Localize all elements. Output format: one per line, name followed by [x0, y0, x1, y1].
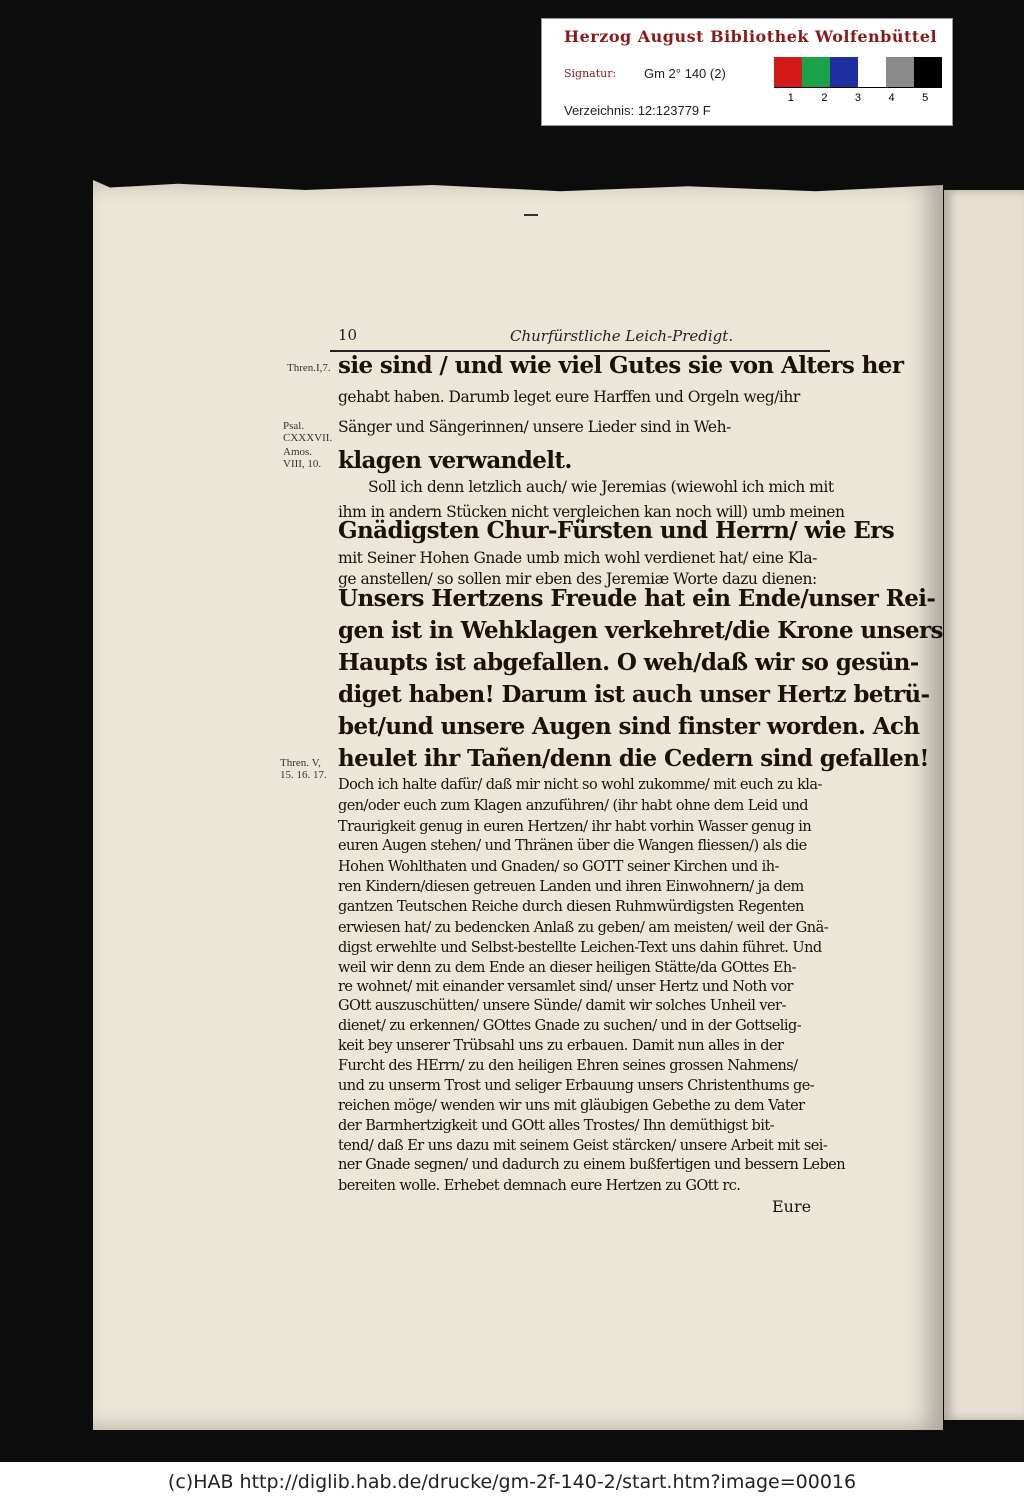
text-line: Furcht des HErrn/ zu den heiligen Ehren seines grossen Nahmens/	[338, 1058, 798, 1074]
text-line: keit bey unserer Trübsahl uns zu erbauen. Damit nun alles in der	[338, 1038, 784, 1054]
text-line: bet/und unsere Augen sind finster worden. Ach	[338, 713, 920, 740]
text-line: Traurigkeit genug in euren Hertzen/ ihr habt vorhin Wasser genug in	[338, 819, 812, 835]
catchword: Eure	[772, 1197, 812, 1216]
library-label	[541, 18, 953, 126]
margin-note: Amos. VIII, 10.	[283, 446, 322, 470]
verzeichnis: Verzeichnis: 12:123779 F	[564, 103, 711, 118]
signatur-value: Gm 2° 140 (2)	[644, 66, 726, 81]
swatch-black	[914, 57, 942, 87]
text-line: Haupts ist abgefallen. O weh/daß wir so gesün-	[338, 649, 919, 676]
page-number: 10	[338, 326, 358, 344]
text-line: gantzen Teutschen Reiche durch diesen Ruhmwürdigsten Regenten	[338, 899, 804, 915]
margin-note: Thren. V, 15. 16. 17.	[280, 757, 327, 781]
text-line: ihm in andern Stücken nicht vergleichen kan noch will) umb meinen	[338, 503, 845, 521]
text-line: gen/oder euch zum Klagen anzuführen/ (ihr habt ohne dem Leid und	[338, 798, 809, 814]
text-line: Unsers Hertzens Freude hat ein Ende/unser Rei-	[338, 585, 936, 612]
swatch-gray	[886, 57, 914, 87]
scale-ruler	[774, 87, 942, 118]
text-line: der Barmhertzigkeit und GOtt alles Trostes/ Ihn demüthigst bit-	[338, 1118, 774, 1134]
ruler-mark: 5	[922, 92, 929, 104]
text-line: dienet/ zu erkennen/ GOttes Gnade zu suchen/ und in der Gottselig-	[338, 1018, 802, 1034]
ruler-mark: 3	[854, 92, 862, 104]
ruler-mark: 4	[888, 92, 895, 104]
text-line: Hohen Wohlthaten und Gnaden/ so GOTT seiner Kirchen und ih-	[338, 859, 779, 875]
swatch-red	[774, 57, 802, 87]
text-line: GOtt auszuschütten/ unsere Sünde/ damit wir solches Unheil ver-	[338, 998, 786, 1014]
swatch-green	[802, 57, 830, 87]
text-line: diget haben! Darum ist auch unser Hertz betrü-	[338, 681, 930, 708]
text-line: gen ist in Wehklagen verkehret/die Krone unsers	[338, 617, 943, 644]
text-line: Soll ich denn letzlich auch/ wie Jeremias (wiewohl ich mich mit	[368, 478, 834, 496]
text-line: gehabt haben. Darumb leget eure Harffen und Orgeln weg/ihr	[338, 388, 800, 406]
text-line: heulet ihr Tañen/denn die Cedern sind gefallen!	[338, 745, 929, 772]
facing-page-edge	[944, 190, 1024, 1420]
text-line: Sänger und Sängerinnen/ unsere Lieder sind in Weh-	[338, 418, 731, 436]
ruler-mark: 1	[787, 92, 794, 104]
text-line: ner Gnade segnen/ und dadurch zu einem bußfertigen und bessern Leben	[338, 1157, 846, 1173]
text-line: und zu unserm Trost und seliger Erbauung unsers Christenthums ge-	[338, 1078, 815, 1094]
page-mark	[524, 214, 538, 216]
text-line: digst erwehlte und Selbst-bestellte Leichen-Text uns dahin führet. Und	[338, 940, 822, 956]
image-credit: (c)HAB http://diglib.hab.de/drucke/gm-2f-140-2/start.htm?image=00016	[0, 1462, 1024, 1503]
text-line: tend/ daß Er uns dazu mit seinem Geist stärcken/ unsere Arbeit mit sei-	[338, 1138, 828, 1154]
text-line: sie sind / und wie viel Gutes sie von Alters her	[338, 352, 904, 379]
text-line: Gnädigsten Chur-Fürsten und Herrn/ wie Ers	[338, 517, 895, 544]
swatch-blue	[830, 57, 858, 87]
ruler-mark: 2	[821, 92, 828, 104]
color-swatches	[774, 57, 942, 87]
margin-note: Thren.I,7.	[287, 362, 331, 374]
text-line: bereiten wolle. Erhebet demnach eure Hertzen zu GOtt rc.	[338, 1178, 741, 1194]
running-header	[330, 326, 830, 352]
text-line: euren Augen stehen/ und Thränen über die Wangen fliessen/) als die	[338, 838, 807, 854]
swatch-white	[858, 57, 886, 87]
text-line: erwiesen hat/ zu bedencken Anlaß zu geben/ am meisten/ weil der Gnä-	[338, 920, 829, 936]
signatur-label: Signatur:	[564, 67, 617, 80]
text-line: re wohnet/ mit einander versamlet sind/ unser Hertz und Noth vor	[338, 979, 793, 995]
text-line: ge anstellen/ so sollen mir eben des Jeremiæ Worte dazu dienen:	[338, 570, 817, 588]
text-line: klagen verwandelt.	[338, 447, 572, 474]
margin-note: Psal. CXXXVII.	[283, 420, 333, 444]
text-line: Doch ich halte dafür/ daß mir nicht so wohl zukomme/ mit euch zu kla-	[338, 777, 822, 793]
library-name: Herzog August Bibliothek Wolfenbüttel	[564, 27, 938, 46]
text-line: weil wir denn zu dem Ende an dieser heiligen Stätte/da GOttes Eh-	[338, 960, 797, 976]
running-title: Churfürstliche Leich-Predigt.	[510, 327, 734, 345]
text-line: mit Seiner Hohen Gnade umb mich wohl verdienet hat/ eine Kla-	[338, 549, 817, 567]
text-line: ren Kindern/diesen getreuen Landen und ihren Einwohnern/ ja dem	[338, 879, 804, 895]
text-line: reichen möge/ wenden wir uns mit gläubigen Gebethe zu dem Vater	[338, 1098, 805, 1114]
